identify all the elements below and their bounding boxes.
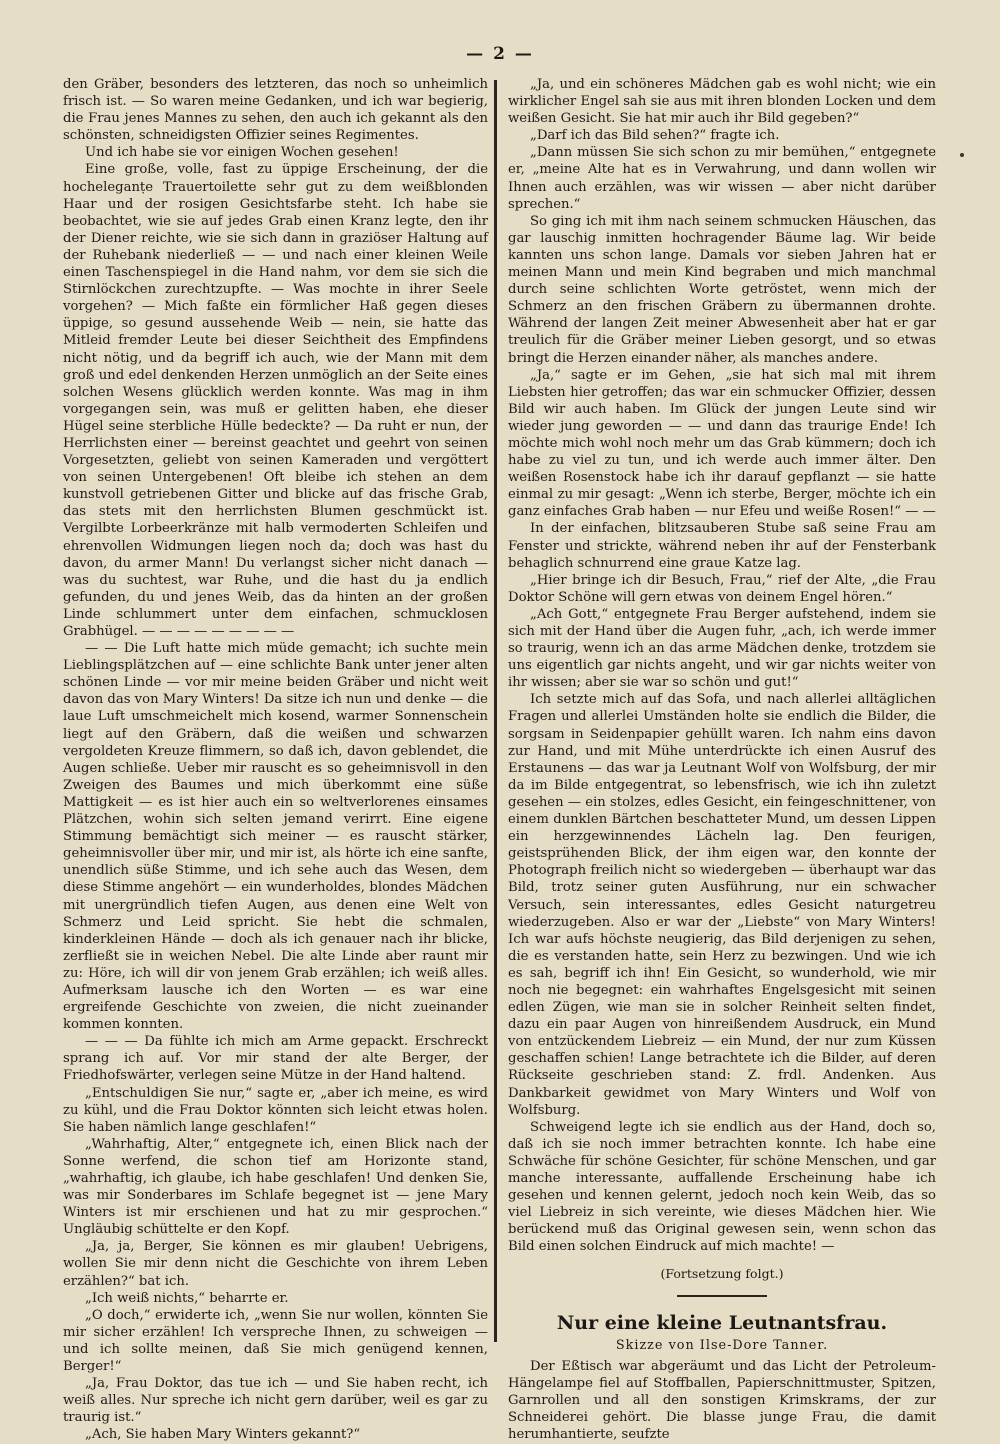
right-paragraph-6: In der einfachen, blitzsauberen Stube saß seine Frau am Fenster und strickte, während neben ihr auf der Fensterbank behaglich schnurrend eine graue Katze lag. [508,521,936,571]
story-byline: Skizze von Ilse-Dore Tanner. [615,1337,829,1353]
left-paragraph-7: „Wahrhaftig, Alter,“ entgegnete ich, einen Blick nach der Sonne werfend, die schon tief am Horizonte stand, „wahrhaftig, ich glaube, ich habe geschlafen! Und denken Sie, was mir Sonderbares im Schlafe begegnet ist — jene Mary Winters ist mir erschienen und hat zu mir gesprochen.“ Ungläubig schüttelte er den Kopf. [63,1136,488,1238]
left-paragraph-12: „Ach, Sie haben Mary Winters gekannt?“ [85,1427,361,1443]
continuation-note: (Fortsetzung folgt.) [660,1266,784,1282]
left-paragraph-11: „Ja, Frau Doktor, das tue ich — und Sie haben recht, ich weiß alles. Nur spreche ich nicht gern darüber, weil es gar zu traurig ist.“ [63,1376,488,1426]
left-paragraph-1: den Gräber, besonders des letzteren, das noch so unheimlich frisch ist. — So waren meine Gedanken, und ich war begierig, die Frau jenes Mannes zu sehen, den auch ich gekannt als den schönsten, schneidigsten Offizier seines Regimentes. [63,77,488,144]
right-paragraph-2: „Darf ich das Bild sehen?“ fragte ich. [530,128,780,144]
left-paragraph-9: „Ich weiß nichts,“ beharrte er. [85,1290,289,1306]
column-divider-rule [494,80,497,1342]
right-paragraph-9: Ich setzte mich auf das Sofa, und nach allerlei alltäglichen Fragen und allerlei Umständen holte sie endlich die Bilder, die sorgsam in Seidenpapier gehüllt waren. Ich nahm eins davon zur Hand, und mit Mühe unterdrückte ich einen Ausruf des Erstaunens — das war ja Leutnant Wolf von Wolfsburg, der mir da im Bilde entgegentrat, so lebensfrisch, wie ich ihn zuletzt gesehen — ein stolzes, edles Gesicht, ein feingeschnittener, von einem dunklen Bärtchen beschatteter Mund, um dessen Lippen ein herzgewinnendes Lächeln lag. Den feurigen, geistsprühenden Blick, der ihm eigen war, den konnte der Photograph freilich nicht so wiedergeben — überhaupt war das Bild, trotz seiner guten Ausführung, nur ein schwacher Versuch, sein interessantes, edles Gesicht naturgetreu wiederzugeben. Also er war der „Liebste“ von Mary Winters! Ich war aufs höchste neugierig, das Bild derjenigen zu sehen, die es verstanden hatte, sein Herz zu bezwingen. Und wie ich es sah, begriff ich ihn! Ein Gesicht, so wunderhold, wie mir noch nie begegnet: ein wahrhaftes Engelsgesicht mit seinen edlen Zügen, wie man sie in solcher Reinheit selten findet, dazu ein paar Augen von hinreißendem Ausdruck, ein Mund von entzückendem Liebreiz — ein Mund, der nur zum Küssen geschaffen schien! Lange betrachtete ich die Bilder, auf deren Rückseite geschrieben stand: Z. frdl. Andenken. Aus Dankbarkeit gewidmet von Mary Winters und Wolf von Wolfsburg. [508,692,936,1118]
right-paragraph-10: Schweigend legte ich sie endlich aus der Hand, doch so, daß ich sie noch immer betrachten konnte. Ich habe eine Schwäche für schöne Gesichter, für schöne Menschen, und gar manche interessante, auffallende Erscheinung habe ich gesehen und kennen gelernt, jedoch noch kein Weib, das so viel Liebreiz in sich vereinte, wie dieses Mädchen hier. Wie berückend muß das Original gewesen sein, wenn schon das Bild einen solchen Eindruck auf mich machte! — [508,1119,936,1255]
left-paragraph-10: „O doch,“ erwiderte ich, „wenn Sie nur wollen, könnten Sie mir sicher erzählen! Ich verspreche Ihnen, zu schweigen — und ich sollte meinen, daß Sie mich genügend kennen, Berger!“ [63,1307,488,1375]
right-paragraph-5: „Ja,“ sagte er im Gehen, „sie hat sich mal mit ihrem Liebsten hier getroffen; das war ein schmucker Offizier, dessen Bild wir auch haben. Im Glück der jungen Leute sind wir wieder jung geworden — — und dann das traurige Ende! Ich möchte mich wohl noch mehr um das Grab kümmern; doch ich habe zu viel zu tun, und ich werde auch immer älter. Den weißen Rosenstock habe ich ihr darauf gepflanzt — sie hatte einmal zu mir gesagt: „Wenn ich sterbe, Berger, möchte ich ein ganz einfaches Grab haben — nur Efeu und weiße Rosen!“ — — [508,367,936,520]
left-paragraph-4: — — Die Luft hatte mich müde gemacht; ich suchte mein Lieblingsplätzchen auf — eine schlichte Bank unter jener alten schönen Linde — vor mir meine beiden Gräber und nicht weit davon das von Mary Winters! Da sitze ich nun und denke — die laue Luft umschmeichelt mich kosend, warmer Sonnenschein liegt auf den Gräbern, daß die weißen und schwarzen vergoldeten Kreuze flimmern, so daß ich, davon geblendet, die Augen schließe. Ueber mir rauscht es so geheimnisvoll in den Zweigen des Baumes und mich überkommt eine süße Mattigkeit — es ist hier auch ein so weltverlorenes einsames Plätzchen, wohin sich selten jemand verirrt. Eine eigene Stimmung bemächtigt sich meiner — es rauscht stärker, geheimnisvoller über mir, und mir ist, als hörte ich eine sanfte, unendlich süße Stimme, und ich sehe auch das Wesen, dem diese Stimme angehört — ein wunderholdes, blondes Mädchen mit unergründlich tiefen Augen, aus denen eine Welt von Schmerz und Leid spricht. Sie hebt die schmalen, kinderkleinen Hände — doch als ich genauer nach ihr blicke, zerfließt sie in weichen Nebel. Die alte Linde aber raunt mir zu: Höre, ich will dir von jenem Grab erzählen; ich weiß alles. Aufmerksam lausche ich den Worten — es war eine ergreifende Geschichte von zweien, die nicht zueinander kommen konnten. [63,641,488,1033]
right-paragraph-8: „Ach Gott,“ entgegnete Frau Berger aufstehend, indem sie sich mit der Hand über die Augen fuhr, „ach, ich werde immer so traurig, wenn ich an das arme Mädchen denke, trotzdem sie uns eigentlich gar nichts angeht, und wir gar nichts weiter von ihr wissen; aber sie war so schön und gut!“ [508,606,936,691]
left-paragraph-8: „Ja, ja, Berger, Sie können es mir glauben! Uebrigens, wollen Sie mir denn nicht die Geschichte von ihrem Leben erzählen?“ bat ich. [63,1239,488,1289]
right-paragraph-4: So ging ich mit ihm nach seinem schmucken Häuschen, das gar lauschig inmitten hochragender Bäume lag. Wir beide kannten uns schon lange. Damals vor sieben Jahren hat er meinen Mann und mein Kind begraben und mich manchmal durch seine schlichten Worte getröstet, wenn mich der Schmerz an den frischen Gräbern zu übermannen drohte. Während der langen Zeit meiner Abwesenheit aber hat er gar treulich für die Gräber meiner Lieben gesorgt, und so etwas bringt die Herzen einander näher, als manches andere. [508,213,936,366]
page-number: — 2 — [466,44,534,64]
right-paragraph-7: „Hier bringe ich dir Besuch, Frau,“ rief der Alte, „die Frau Doktor Schöne will gern etwas von deinem Engel hören.“ [508,572,936,605]
story-title: Nur eine kleine Leutnantsfrau. [556,1311,888,1334]
story-paragraph-1: Der Eßtisch war abgeräumt und das Licht der Petroleum-Hängelampe fiel auf Stoffballen, Papierschnittmuster, Spitzen, Garnrollen und all den sonstigen Krimskrams, der zur Schneiderei gehört. Die blasse junge Frau, die damit herumhantierte, seufzte [508,1358,936,1443]
right-paragraph-3: „Dann müssen Sie sich schon zu mir bemühen,“ entgegnete er, „meine Alte hat es in Verwahrung, und dann wollen wir Ihnen auch erzählen, was wir wissen — aber nicht darüber sprechen.“ [508,145,936,212]
story-divider [677,1295,767,1297]
right-column [508,76,936,1443]
left-paragraph-6: „Entschuldigen Sie nur,“ sagte er, „aber ich meine, es wird zu kühl, und die Frau Doktor könnten sich leicht etwas holen. Sie haben nämlich lange geschlafen!“ [63,1085,488,1135]
left-paragraph-2: Und ich habe sie vor einigen Wochen gesehen! [85,145,399,161]
left-paragraph-5: — — — Da fühlte ich mich am Arme gepackt. Erschreckt sprang ich auf. Vor mir stand der alte Berger, der Friedhofswärter, verlegen seine Mütze in der Hand haltend. [63,1034,488,1084]
left-paragraph-3: Eine große, volle, fast zu üppige Erscheinung, der die hocheleganṭe Trauertoilette sehr gut zu dem weißblonden Haar und der rosigen Gesichtsfarbe steht. Ich habe sie beobachtet, wie sie auf jedes Grab einen Kranz legte, den ihr der Diener reichte, wie sie sich dann in graziöser Haltung auf der Ruhebank niederließ — — und nach einer kleinen Weile einen Taschenspiegel in die Hand nahm, vor dem sie sich die Stirnlöckchen zurechtzupfte. — Was mochte in ihrer Seele vorgehen? — Mich faßte ein förmlicher Haß gegen dieses üppige, so gesund aussehende Weib — nein, sie hatte das Mitleid fremder Leute bei dieser Seichtheit des Empfindens nicht nötig, und da begriff ich auch, wie der Mann mit dem groß und edel denkenden Herzen unmöglich an der Seite eines solchen Wesens glücklich werden konnte. Was mag in ihm vorgegangen sein, was muß er gelitten haben, ehe dieser Hügel seine sterbliche Hülle bedeckte? — Da ruht er nun, der Herrlichsten einer — bereinst geachtet und geehrt von seinen Vorgesetzten, geliebt von seinen Kameraden und vergöttert von seinen Untergebenen! Oft bleibe ich stehen an dem kunstvoll getriebenen Gitter und blicke auf das frische Grab, das stets mit den herrlichsten Blumen geschmückt ist. Vergilbte Lorbeerkränze mit halb vermoderten Schleifen und ehrenvollen Widmungen liegen noch da; doch was hast du davon, du armer Mann! Du verlangst sicher nicht danach — was du suchtest, war Ruhe, und die hast du ja endlich gefunden, du und jenes Weib, das da hinten an der großen Linde schlummert unter dem einfachen, schmucklosen Grabhügel. — — — — — — — — — [63,162,488,639]
right-paragraph-1: „Ja, und ein schöneres Mädchen gab es wohl nicht; wie ein wirklicher Engel sah sie aus mit ihren blonden Locken und dem weißen Gesicht. Sie hat mir auch ihr Bild gegeben?“ [508,77,936,127]
print-speck [960,153,964,157]
left-column [63,76,488,1444]
